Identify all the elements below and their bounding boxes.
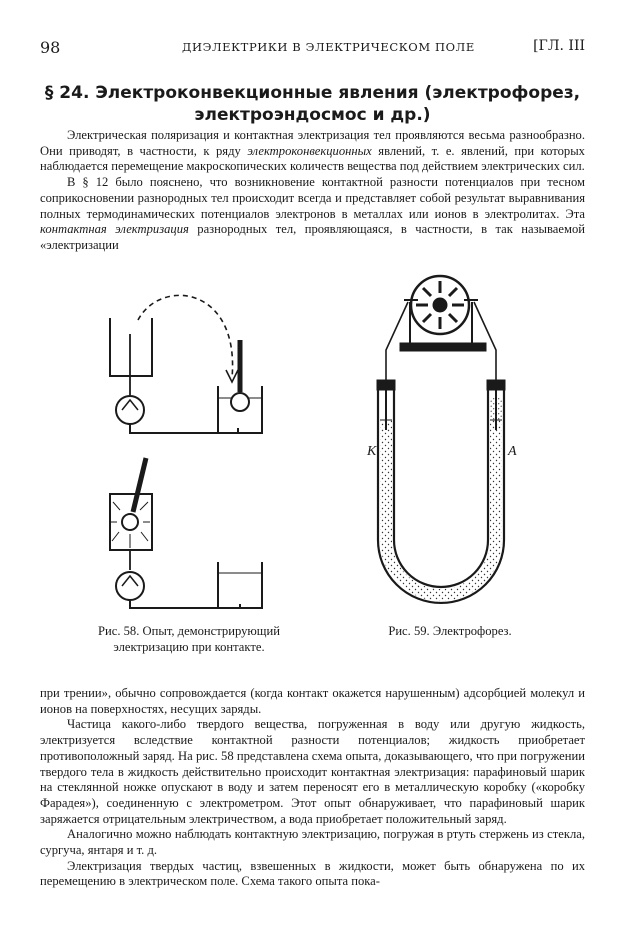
italic-term: контактная электризация bbox=[40, 222, 189, 237]
fig58-caption: Рис. 58. Опыт, демонстрирующий электризацию при контакте. bbox=[98, 624, 280, 654]
body-text-lower bbox=[40, 686, 585, 890]
paraffin-ball-bottom bbox=[122, 514, 138, 530]
fig59-caption: Рис. 59. Электрофорез. bbox=[388, 624, 512, 638]
text-run: явлений, т. е. явлений, при которых наблюдается перемещение макроскопических количеств вещества под действием электрических сил. bbox=[40, 143, 585, 174]
transfer-arrowhead bbox=[226, 370, 238, 382]
chapter-marker: [ГЛ. III bbox=[533, 38, 585, 54]
tube-inner bbox=[394, 390, 488, 587]
disk-sectors bbox=[416, 281, 464, 329]
field-lines bbox=[111, 502, 150, 548]
paragraph: Частица какого-либо твердого вещества, погруженная в воду или другую жидкость, электризуется вследствие контактной разности потенциалов; жидкость приобретает противоположный заряд. На рис. 58 представлена схема опыта, доказывающего, что при погружении твердого тела в жидкость действительно происходит контактная электризация: парафиновый шарик на стеклянной ножке опускают в воду и затем переносят его в металлическую коробку («коробку Фарадея»), соединенную с электрометром. Этот опыт обнаруживает, что парафиновый шарик заряжается отрицательным электричеством, а вода приобретает положительный заряд. bbox=[40, 717, 585, 826]
section-title bbox=[40, 82, 585, 126]
suspension-fill bbox=[380, 420, 502, 601]
body-text-upper bbox=[40, 128, 585, 254]
paragraph: Электризация твердых частиц, взвешенных в жидкости, может быть обнаружена по их перемещению в электрическом поле. Схема такого опыта пока- bbox=[40, 858, 585, 889]
paragraph: при трении», обычно сопровождается (когда контакт окажется нарушенным) адсорбцией молекул и ионов на поверхностях, несущих заряды. bbox=[40, 686, 585, 716]
text-run: Электрическая поляризация и контактная электризация тел проявляются весьма разнообразно. Они приводят, в частности, к ряду bbox=[40, 128, 585, 158]
running-head bbox=[40, 38, 585, 58]
stopper-left bbox=[377, 380, 395, 390]
page-number: 98 bbox=[40, 38, 61, 57]
glass-rod-bottom bbox=[133, 458, 146, 512]
running-title: ДИЭЛЕКТРИКИ В ЭЛЕКТРИЧЕСКОМ ПОЛЕ bbox=[182, 40, 475, 54]
water-vessel-top bbox=[218, 386, 262, 433]
italic-term: электроконвекционных bbox=[247, 143, 372, 158]
lead-left bbox=[386, 302, 408, 380]
faraday-box-top bbox=[110, 318, 152, 376]
section-title-line-2: электроэндосмос и др.) bbox=[194, 105, 431, 125]
section-title-line-1: § 24. Электроконвекционные явления (электрофорез, bbox=[44, 83, 581, 103]
paragraph: Аналогично можно наблюдать контактную электризацию, погружая в ртуть стержень из стекла, сургуча, янтаря и т. д. bbox=[40, 827, 585, 858]
stopper-right bbox=[487, 380, 505, 390]
disk-hub bbox=[433, 298, 447, 312]
fig59-u-tube bbox=[377, 276, 505, 603]
wire-top bbox=[130, 424, 238, 433]
machine-base bbox=[400, 343, 486, 351]
fig58-lower-setup bbox=[110, 458, 262, 608]
electrometer-leaves-bottom bbox=[122, 576, 138, 586]
anode-label: А bbox=[508, 444, 517, 459]
paragraph bbox=[40, 128, 585, 175]
tube-outer bbox=[378, 390, 504, 603]
upper-fill-right bbox=[490, 398, 502, 420]
text-run: В § 12 было пояснено, что возникновение контактной разности потенциалов при тесном соприкосновении разнородных тел происходит всегда и представляет собой результат выравнивания полных термодинамических потенциалов электронов в металлах или ионов в электролитах. Эта bbox=[40, 175, 585, 221]
paraffin-ball-top bbox=[231, 393, 249, 411]
faraday-box-bottom bbox=[110, 494, 152, 550]
text-run: разнородных тел, проявляющаяся, в частности, в так называемой «электризации bbox=[40, 222, 585, 252]
electrometer-top bbox=[116, 396, 144, 424]
cathode-label: К bbox=[367, 444, 377, 459]
fig58-upper-setup bbox=[110, 295, 262, 433]
electrometer-leaves-top bbox=[122, 400, 138, 410]
electrometer-bottom bbox=[116, 572, 144, 600]
transfer-path bbox=[138, 295, 233, 378]
lead-right bbox=[474, 302, 496, 380]
water-vessel-bottom bbox=[218, 562, 262, 608]
electrophorus-disk bbox=[411, 276, 469, 334]
paragraph bbox=[40, 175, 585, 254]
wire-bottom bbox=[130, 600, 240, 608]
